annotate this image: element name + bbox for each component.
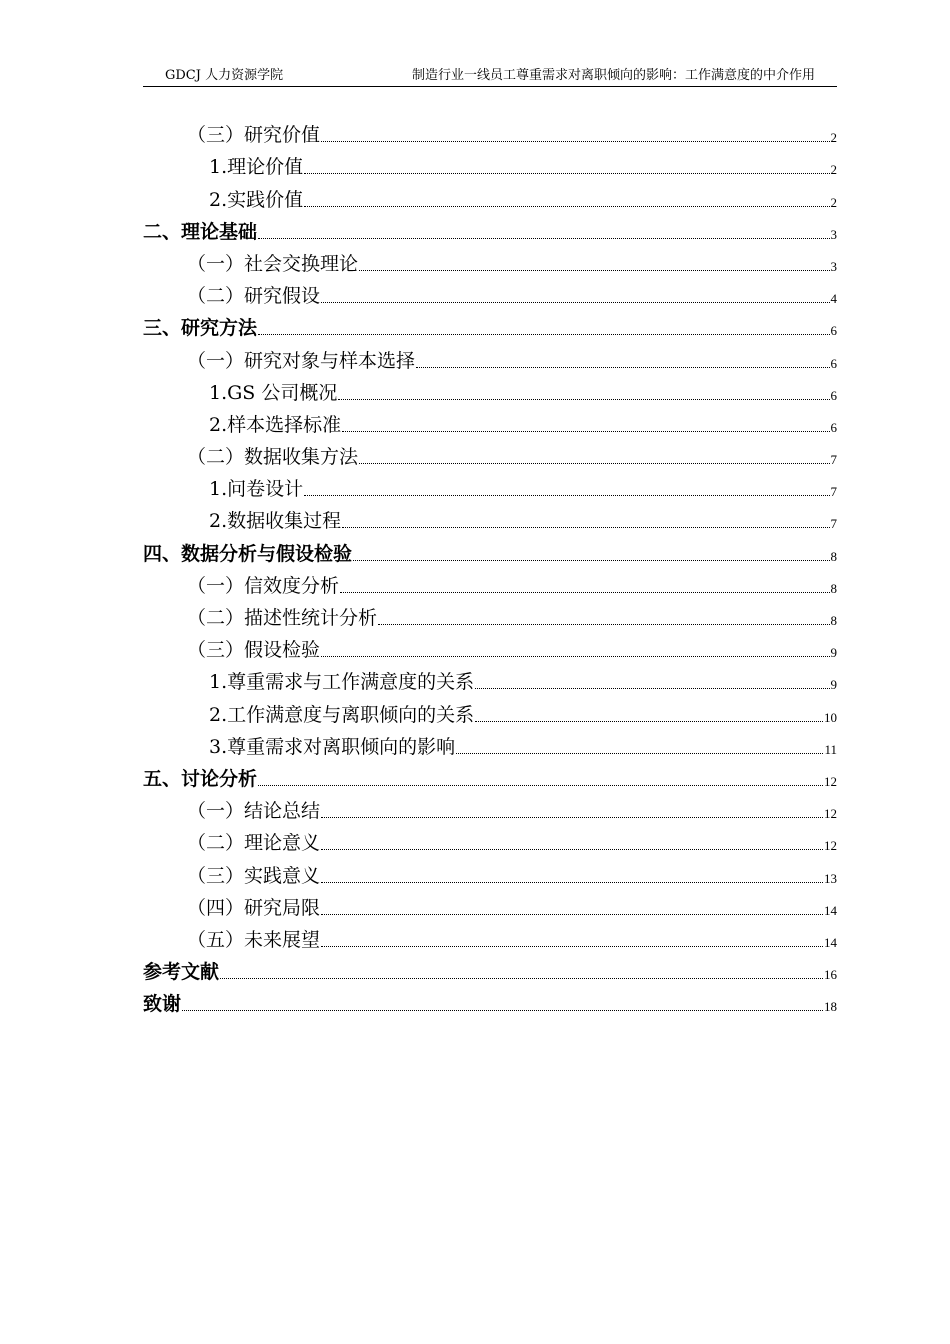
header-institution: GDCJ 人力资源学院 xyxy=(165,68,284,83)
toc-entry-page-number: 13 xyxy=(824,870,837,886)
dot-leader xyxy=(258,238,829,239)
toc-entry-title: 2.实践价值 xyxy=(209,188,304,211)
toc-entry[interactable] xyxy=(143,279,837,311)
toc-entry-page-number: 14 xyxy=(824,902,837,918)
page-header xyxy=(143,66,837,86)
toc-entry[interactable] xyxy=(143,118,837,150)
toc-entry[interactable] xyxy=(143,858,837,890)
toc-entry-title: （三）实践意义 xyxy=(187,864,321,887)
toc-entry-page-number: 10 xyxy=(824,709,837,725)
dot-leader xyxy=(378,624,829,625)
toc-entry-title: 2.样本选择标准 xyxy=(209,413,342,436)
dot-leader xyxy=(342,431,829,432)
toc-entry-page-number: 2 xyxy=(830,194,837,210)
dot-leader xyxy=(321,914,823,915)
toc-entry-page-number: 3 xyxy=(830,226,837,242)
toc-entry-page-number: 11 xyxy=(824,741,837,757)
toc-entry-title: （二）理论意义 xyxy=(187,832,321,855)
toc-entry[interactable] xyxy=(143,762,837,794)
toc-entry[interactable] xyxy=(143,376,837,408)
toc-entry-title: 1.尊重需求与工作满意度的关系 xyxy=(209,671,475,694)
dot-leader xyxy=(475,721,823,722)
dot-leader xyxy=(340,592,829,593)
dot-leader xyxy=(321,656,829,657)
header-thesis-title: 制造行业一线员工尊重需求对离职倾向的影响：工作满意度的中介作用 xyxy=(411,68,815,83)
dot-leader xyxy=(304,173,829,174)
dot-leader xyxy=(456,753,823,754)
toc-entry-title: （一）信效度分析 xyxy=(187,574,340,597)
toc-entry[interactable] xyxy=(143,891,837,923)
toc-entry[interactable] xyxy=(143,215,837,247)
toc-entry[interactable] xyxy=(143,665,837,697)
toc-entry-title: （一）结论总结 xyxy=(187,800,321,823)
dot-leader xyxy=(321,946,823,947)
toc-entry[interactable] xyxy=(143,697,837,729)
dot-leader xyxy=(342,527,829,528)
toc-entry[interactable] xyxy=(143,150,837,182)
dot-leader xyxy=(321,882,823,883)
toc-entry-page-number: 7 xyxy=(830,484,837,500)
toc-entry-page-number: 12 xyxy=(824,773,837,789)
toc-entry-page-number: 7 xyxy=(830,516,837,532)
toc-entry-title: 三、研究方法 xyxy=(143,317,258,340)
dot-leader xyxy=(321,302,829,303)
dot-leader xyxy=(475,688,829,689)
dot-leader xyxy=(258,334,829,335)
toc-entry-title: （二）描述性统计分析 xyxy=(187,607,378,629)
toc-entry-title: 1.GS 公司概况 xyxy=(209,381,338,404)
toc-entry-page-number: 3 xyxy=(830,258,837,274)
toc-entry-title: 致谢 xyxy=(143,993,182,1016)
toc-entry[interactable] xyxy=(143,633,837,665)
toc-entry-title: （三）研究价值 xyxy=(187,124,321,147)
dot-leader xyxy=(321,141,829,142)
dot-leader xyxy=(258,785,823,786)
toc-entry-title: （二）研究假设 xyxy=(187,285,321,308)
toc-entry-title: （五）未来展望 xyxy=(187,928,321,951)
dot-leader xyxy=(321,817,823,818)
toc-entry[interactable] xyxy=(143,247,837,279)
toc-entry-page-number: 7 xyxy=(830,452,837,468)
toc-entry-page-number: 16 xyxy=(824,967,837,983)
dot-leader xyxy=(416,367,829,368)
header-divider xyxy=(143,86,837,87)
toc-entry[interactable] xyxy=(143,472,837,504)
toc-entry[interactable] xyxy=(143,569,837,601)
toc-entry-page-number: 14 xyxy=(824,934,837,950)
dot-leader xyxy=(359,270,829,271)
toc-entry-page-number: 6 xyxy=(830,419,837,435)
toc-entry-page-number: 8 xyxy=(830,613,837,628)
toc-entry[interactable] xyxy=(143,794,837,826)
dot-leader xyxy=(338,399,829,400)
toc-entry-title: 参考文献 xyxy=(143,961,220,984)
dot-leader xyxy=(321,849,823,850)
toc-entry-page-number: 6 xyxy=(830,355,837,371)
toc-entry-page-number: 8 xyxy=(830,580,837,596)
toc-entry-page-number: 12 xyxy=(824,806,837,822)
dot-leader xyxy=(304,206,829,207)
toc-entry-page-number: 12 xyxy=(824,838,837,854)
toc-entry-page-number: 6 xyxy=(830,387,837,403)
dot-leader xyxy=(182,1010,823,1011)
dot-leader xyxy=(304,495,829,496)
toc-entry-title: （四）研究局限 xyxy=(187,896,321,919)
toc-entry[interactable] xyxy=(143,923,837,955)
toc-entry[interactable] xyxy=(143,536,837,568)
toc-entry-page-number: 4 xyxy=(830,291,837,307)
dot-leader xyxy=(220,978,823,979)
toc-entry-title: （一）社会交换理论 xyxy=(187,252,359,275)
toc-entry-title: 1.问卷设计 xyxy=(209,478,304,501)
toc-entry-page-number: 9 xyxy=(830,645,837,661)
toc-entry[interactable] xyxy=(143,408,837,440)
dot-leader xyxy=(353,560,829,561)
toc-entry-page-number: 8 xyxy=(830,548,837,564)
toc-entry[interactable] xyxy=(143,730,837,762)
toc-entry-title: 2.数据收集过程 xyxy=(209,510,342,533)
toc-entry[interactable] xyxy=(143,826,837,858)
toc-entry[interactable] xyxy=(143,343,837,375)
toc-entry[interactable] xyxy=(143,504,837,536)
toc-entry[interactable] xyxy=(143,955,837,987)
toc-entry[interactable] xyxy=(143,601,837,633)
toc-entry-page-number: 2 xyxy=(830,162,837,178)
toc-entry-title: 二、理论基础 xyxy=(143,220,258,243)
toc-entry-page-number: 9 xyxy=(830,677,837,693)
toc-entry-title: （一）研究对象与样本选择 xyxy=(187,349,416,372)
toc-entry-title: 1.理论价值 xyxy=(209,156,304,179)
toc-entry-title: （三）假设检验 xyxy=(187,639,321,662)
toc-entry[interactable] xyxy=(143,182,837,214)
toc-entry-page-number: 2 xyxy=(830,130,837,146)
toc-entry-title: 3.尊重需求对离职倾向的影响 xyxy=(209,735,456,758)
toc-entry[interactable] xyxy=(143,311,837,343)
toc-entry-page-number: 18 xyxy=(824,999,837,1015)
toc-entry-title: 2.工作满意度与离职倾向的关系 xyxy=(209,703,475,726)
toc-entry-title: 四、数据分析与假设检验 xyxy=(143,542,353,565)
dot-leader xyxy=(359,463,829,464)
toc-entry-page-number: 6 xyxy=(830,323,837,339)
toc-entry[interactable] xyxy=(143,987,837,1019)
toc-entry[interactable] xyxy=(143,440,837,472)
toc-entry-title: （二）数据收集方法 xyxy=(187,446,359,469)
table-of-contents xyxy=(143,118,837,1019)
toc-entry-title: 五、讨论分析 xyxy=(143,767,258,790)
